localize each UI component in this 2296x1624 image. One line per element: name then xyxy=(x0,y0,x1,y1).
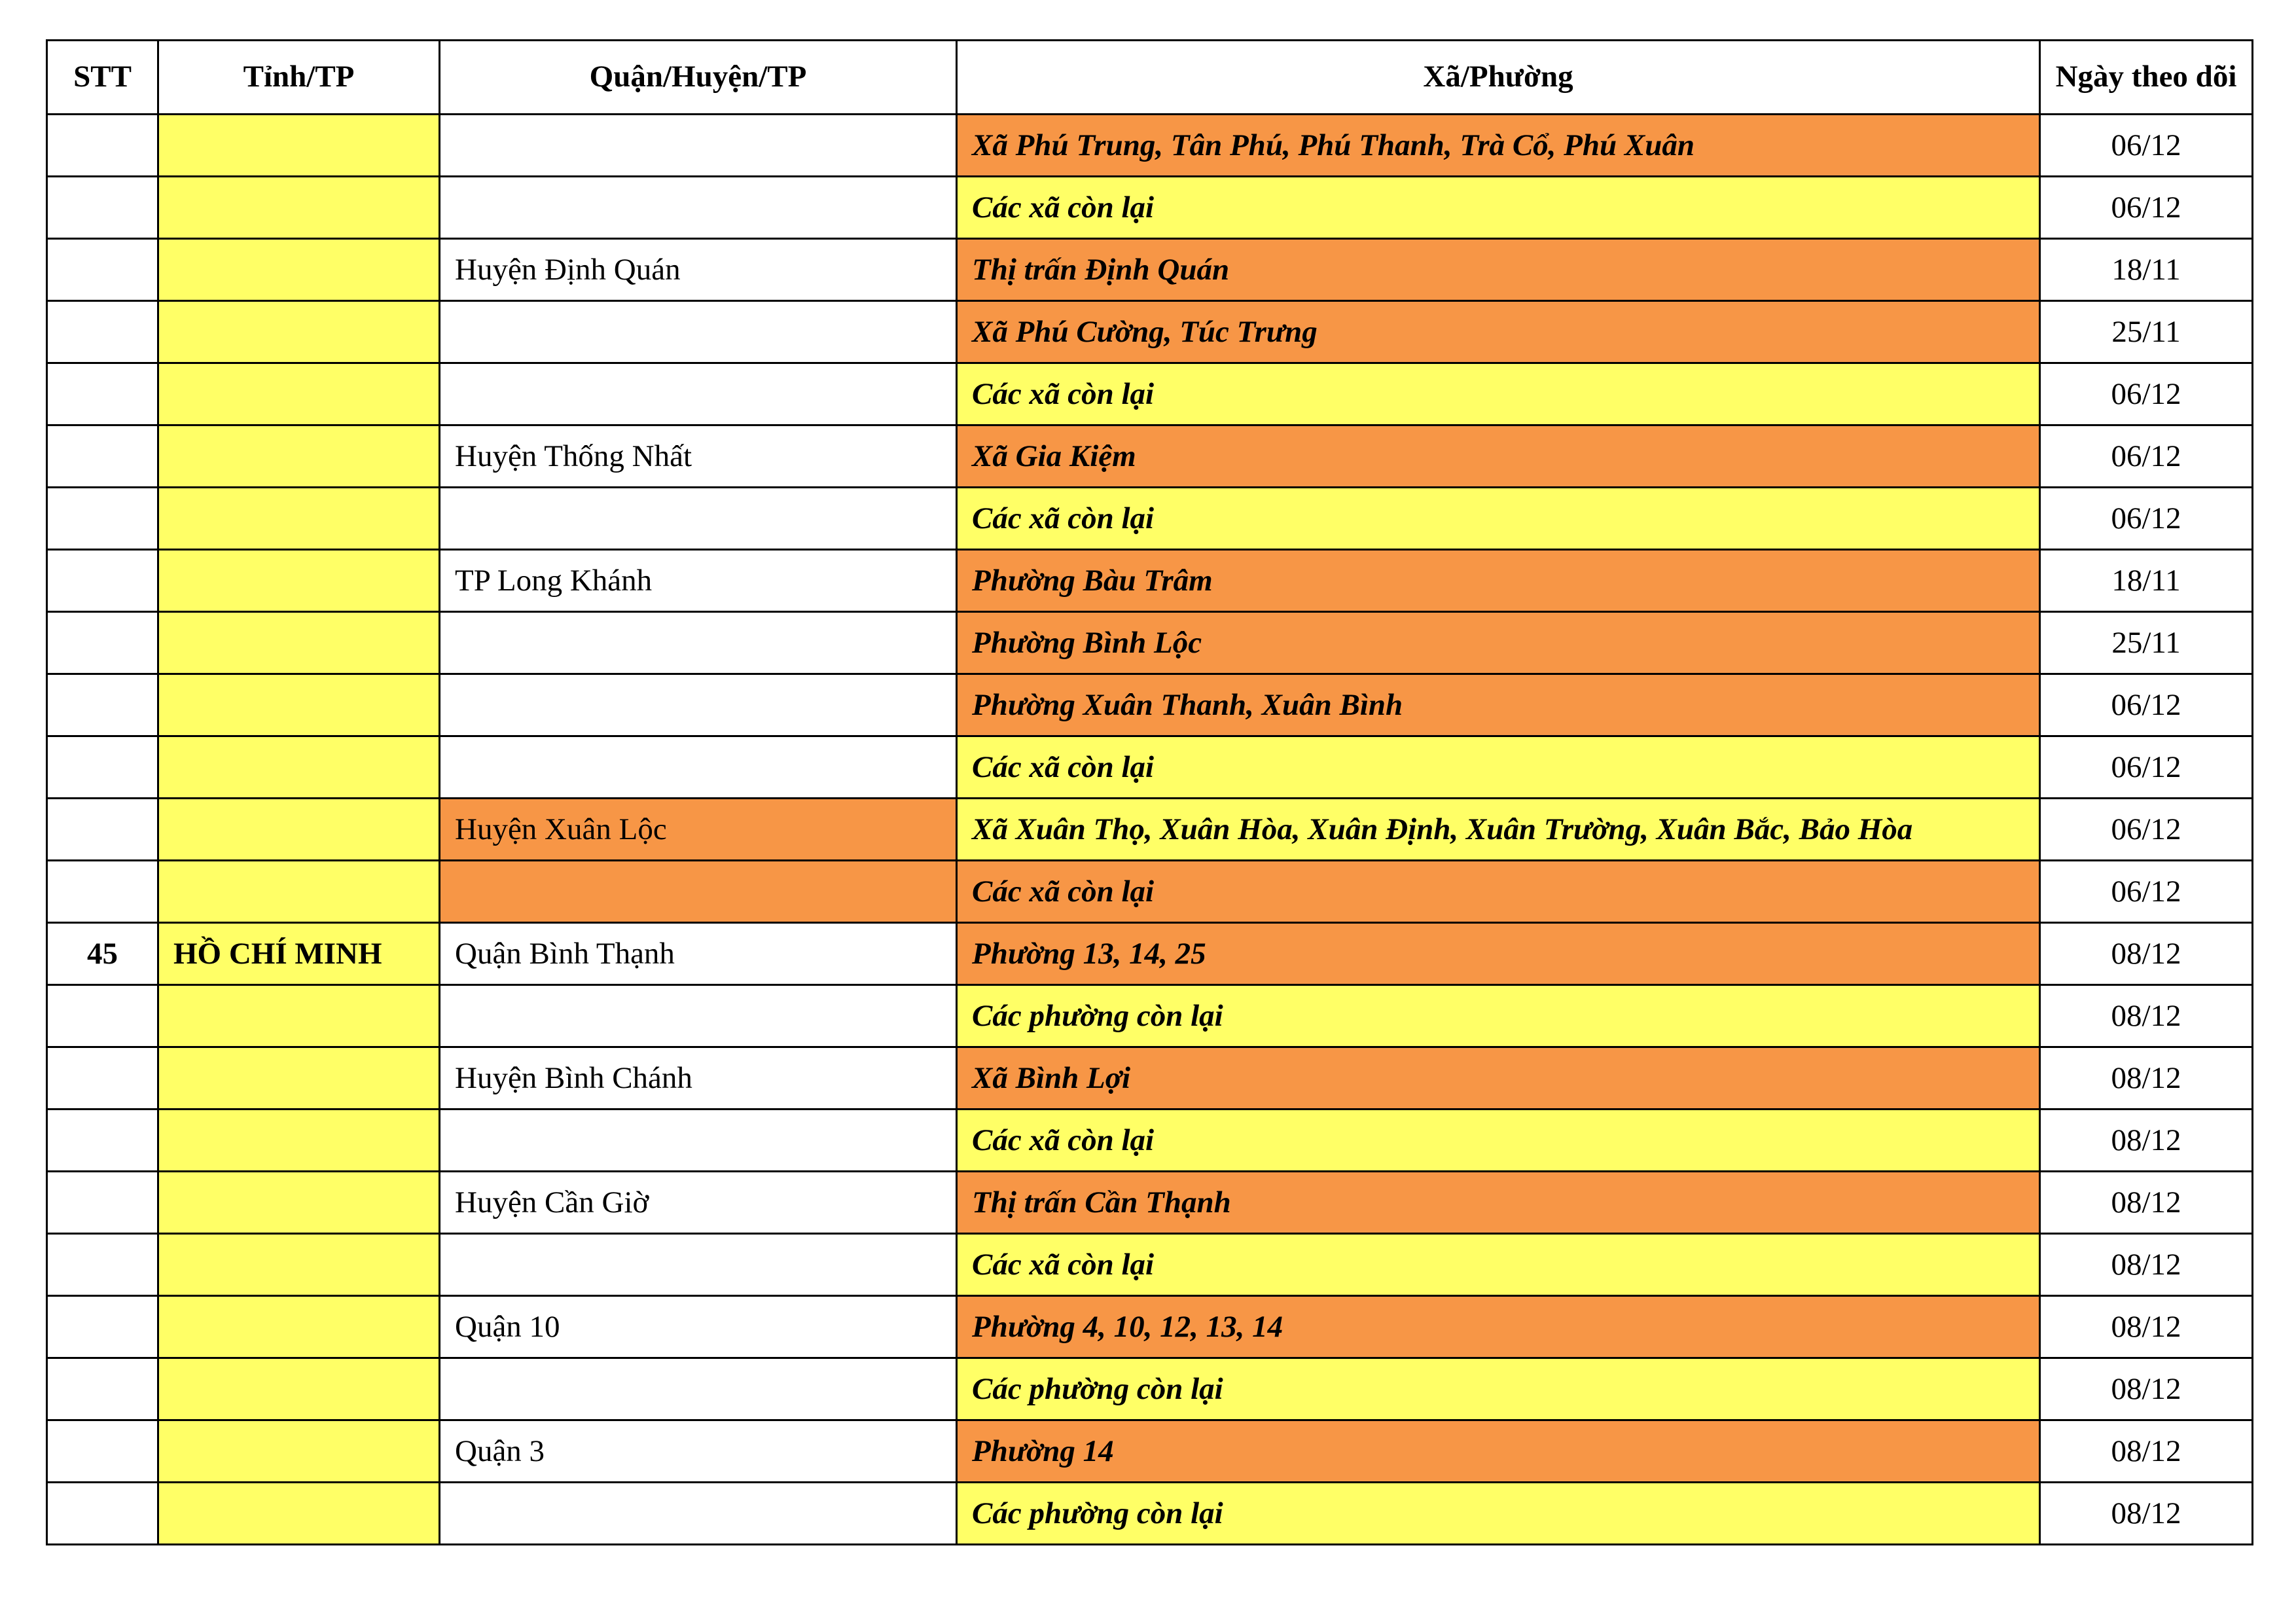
header-date: Ngày theo dõi xyxy=(2040,41,2253,115)
cell-date: 18/11 xyxy=(2040,550,2253,612)
table-row xyxy=(47,177,2253,239)
cell-ward: Các xã còn lại xyxy=(957,488,2040,550)
cell-district: Huyện Xuân Lộc xyxy=(440,799,957,861)
cell-stt xyxy=(47,1110,158,1172)
cell-ward: Thị trấn Định Quán xyxy=(957,239,2040,301)
cell-district xyxy=(440,1110,957,1172)
table-row xyxy=(47,1296,2253,1358)
cell-district: Huyện Định Quán xyxy=(440,239,957,301)
cell-date: 06/12 xyxy=(2040,488,2253,550)
cell-stt xyxy=(47,1047,158,1110)
cell-province xyxy=(158,363,440,425)
table-row xyxy=(47,1172,2253,1234)
cell-province xyxy=(158,550,440,612)
cell-date: 08/12 xyxy=(2040,1047,2253,1110)
cell-district xyxy=(440,115,957,177)
cell-ward: Xã Bình Lợi xyxy=(957,1047,2040,1110)
cell-district: Quận 10 xyxy=(440,1296,957,1358)
cell-stt xyxy=(47,1296,158,1358)
cell-date: 08/12 xyxy=(2040,1234,2253,1296)
cell-district xyxy=(440,1358,957,1420)
cell-ward: Các xã còn lại xyxy=(957,861,2040,923)
cell-stt xyxy=(47,1172,158,1234)
cell-district xyxy=(440,177,957,239)
cell-date: 08/12 xyxy=(2040,1420,2253,1483)
cell-district: Huyện Cần Giờ xyxy=(440,1172,957,1234)
cell-date: 06/12 xyxy=(2040,799,2253,861)
cell-district: Huyện Bình Chánh xyxy=(440,1047,957,1110)
table-row xyxy=(47,301,2253,363)
cell-province xyxy=(158,425,440,488)
cell-ward: Phường 4, 10, 12, 13, 14 xyxy=(957,1296,2040,1358)
cell-district xyxy=(440,674,957,736)
cell-district xyxy=(440,1234,957,1296)
header-district: Quận/Huyện/TP xyxy=(440,41,957,115)
table-row xyxy=(47,363,2253,425)
cell-ward: Các xã còn lại xyxy=(957,363,2040,425)
cell-province xyxy=(158,736,440,799)
cell-date: 18/11 xyxy=(2040,239,2253,301)
cell-stt xyxy=(47,799,158,861)
document-page xyxy=(46,39,2251,1545)
cell-stt xyxy=(47,363,158,425)
cell-date: 08/12 xyxy=(2040,1110,2253,1172)
cell-district xyxy=(440,1483,957,1545)
cell-ward: Xã Gia Kiệm xyxy=(957,425,2040,488)
table-row xyxy=(47,1234,2253,1296)
cell-district xyxy=(440,301,957,363)
cell-province xyxy=(158,1420,440,1483)
cell-province xyxy=(158,1358,440,1420)
table-header xyxy=(47,41,2253,115)
cell-date: 06/12 xyxy=(2040,363,2253,425)
table-row xyxy=(47,1110,2253,1172)
table-row xyxy=(47,736,2253,799)
cell-date: 06/12 xyxy=(2040,115,2253,177)
cell-stt xyxy=(47,115,158,177)
cell-stt: 45 xyxy=(47,923,158,985)
cell-district: Quận Bình Thạnh xyxy=(440,923,957,985)
cell-ward: Xã Phú Cường, Túc Trưng xyxy=(957,301,2040,363)
cell-date: 06/12 xyxy=(2040,177,2253,239)
cell-ward: Các xã còn lại xyxy=(957,1234,2040,1296)
cell-stt xyxy=(47,674,158,736)
table-row xyxy=(47,1358,2253,1420)
header-stt: STT xyxy=(47,41,158,115)
cell-province xyxy=(158,1172,440,1234)
cell-ward: Xã Phú Trung, Tân Phú, Phú Thanh, Trà Cổ, Phú Xuân xyxy=(957,115,2040,177)
cell-ward: Phường Bình Lộc xyxy=(957,612,2040,674)
table-row xyxy=(47,115,2253,177)
cell-province xyxy=(158,1296,440,1358)
table-row xyxy=(47,488,2253,550)
cell-district: TP Long Khánh xyxy=(440,550,957,612)
cell-ward: Các phường còn lại xyxy=(957,985,2040,1047)
cell-province xyxy=(158,1047,440,1110)
header-row xyxy=(47,41,2253,115)
table-row xyxy=(47,923,2253,985)
cell-date: 08/12 xyxy=(2040,1296,2253,1358)
cell-district xyxy=(440,612,957,674)
cell-date: 06/12 xyxy=(2040,425,2253,488)
cell-province xyxy=(158,674,440,736)
cell-stt xyxy=(47,1483,158,1545)
cell-stt xyxy=(47,1358,158,1420)
monitoring-table xyxy=(46,39,2253,1545)
cell-stt xyxy=(47,1234,158,1296)
cell-date: 06/12 xyxy=(2040,674,2253,736)
table-row xyxy=(47,612,2253,674)
table-row xyxy=(47,674,2253,736)
cell-stt xyxy=(47,301,158,363)
cell-district: Quận 3 xyxy=(440,1420,957,1483)
cell-province xyxy=(158,301,440,363)
cell-province xyxy=(158,1110,440,1172)
cell-district xyxy=(440,736,957,799)
table-row xyxy=(47,1483,2253,1545)
cell-ward: Các xã còn lại xyxy=(957,1110,2040,1172)
cell-date: 08/12 xyxy=(2040,1172,2253,1234)
cell-province xyxy=(158,861,440,923)
cell-stt xyxy=(47,1420,158,1483)
cell-date: 06/12 xyxy=(2040,861,2253,923)
cell-province xyxy=(158,488,440,550)
table-row xyxy=(47,799,2253,861)
table-row xyxy=(47,425,2253,488)
table-row xyxy=(47,239,2253,301)
cell-date: 08/12 xyxy=(2040,985,2253,1047)
cell-stt xyxy=(47,425,158,488)
cell-province xyxy=(158,1234,440,1296)
cell-province xyxy=(158,612,440,674)
table-body xyxy=(47,115,2253,1545)
cell-province xyxy=(158,985,440,1047)
cell-date: 08/12 xyxy=(2040,1358,2253,1420)
cell-date: 08/12 xyxy=(2040,1483,2253,1545)
cell-date: 25/11 xyxy=(2040,301,2253,363)
cell-ward: Phường 13, 14, 25 xyxy=(957,923,2040,985)
cell-stt xyxy=(47,985,158,1047)
cell-date: 06/12 xyxy=(2040,736,2253,799)
cell-ward: Phường 14 xyxy=(957,1420,2040,1483)
cell-province xyxy=(158,177,440,239)
table-row xyxy=(47,861,2253,923)
cell-stt xyxy=(47,239,158,301)
cell-district: Huyện Thống Nhất xyxy=(440,425,957,488)
cell-province xyxy=(158,239,440,301)
cell-ward: Các phường còn lại xyxy=(957,1483,2040,1545)
table-row xyxy=(47,1420,2253,1483)
cell-district xyxy=(440,488,957,550)
header-province: Tỉnh/TP xyxy=(158,41,440,115)
cell-stt xyxy=(47,736,158,799)
cell-ward: Các phường còn lại xyxy=(957,1358,2040,1420)
header-ward: Xã/Phường xyxy=(957,41,2040,115)
cell-ward: Các xã còn lại xyxy=(957,177,2040,239)
cell-province xyxy=(158,1483,440,1545)
cell-stt xyxy=(47,488,158,550)
cell-province xyxy=(158,799,440,861)
cell-ward: Phường Bàu Trâm xyxy=(957,550,2040,612)
cell-stt xyxy=(47,177,158,239)
table-row xyxy=(47,985,2253,1047)
cell-date: 25/11 xyxy=(2040,612,2253,674)
cell-stt xyxy=(47,612,158,674)
cell-ward: Xã Xuân Thọ, Xuân Hòa, Xuân Định, Xuân Trường, Xuân Bắc, Bảo Hòa xyxy=(957,799,2040,861)
table-row xyxy=(47,550,2253,612)
cell-district xyxy=(440,861,957,923)
cell-ward: Các xã còn lại xyxy=(957,736,2040,799)
cell-stt xyxy=(47,550,158,612)
cell-province xyxy=(158,115,440,177)
cell-district xyxy=(440,985,957,1047)
cell-district xyxy=(440,363,957,425)
table-row xyxy=(47,1047,2253,1110)
cell-ward: Thị trấn Cần Thạnh xyxy=(957,1172,2040,1234)
cell-date: 08/12 xyxy=(2040,923,2253,985)
cell-ward: Phường Xuân Thanh, Xuân Bình xyxy=(957,674,2040,736)
cell-stt xyxy=(47,861,158,923)
cell-province: HỒ CHÍ MINH xyxy=(158,923,440,985)
